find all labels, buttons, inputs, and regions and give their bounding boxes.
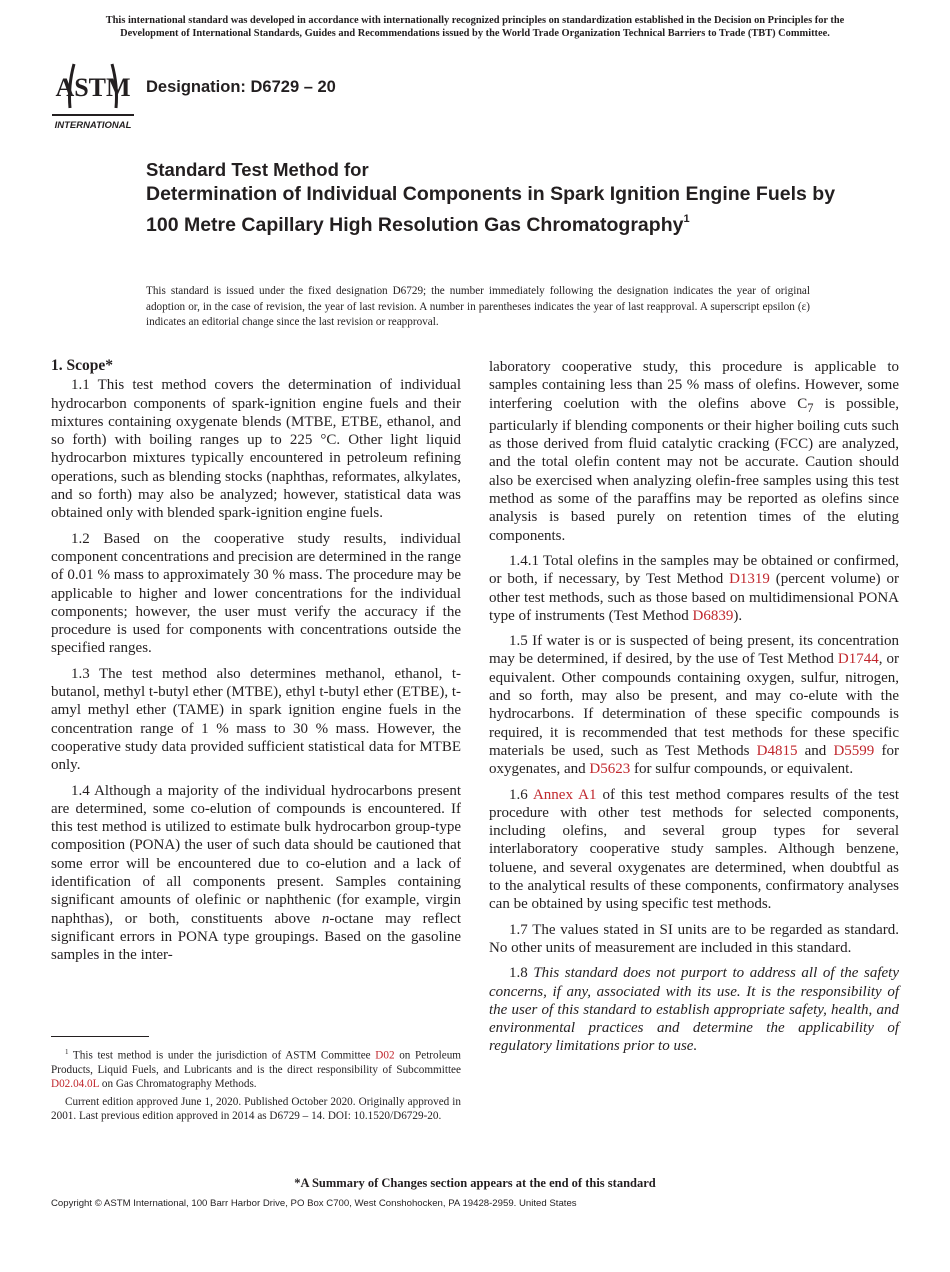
- link-d02[interactable]: D02: [375, 1049, 395, 1062]
- issuance-statement: This standard is issued under the fixed designation D6729; the number immediately following the designation indicates the year of original adoption or, in the case of revision, the year of last revision. A number in parentheses indicates the year of last reapproval. A superscript epsilon (ε) indicates an editorial change since the last revision or reapproval.: [146, 285, 810, 329]
- p1-6-b: of this test method compares results of the test procedure with other test methods for selected components, including olefins, and several group types for several interlaboratory cooperative study samples. Although benzene, toluene, and several oxygenates are determined, when doubtful as to the analytical results of these components, confirmatory analyses can be obtained by using specific test methods.: [489, 786, 899, 913]
- footnote-mark: 1: [65, 1048, 69, 1056]
- document-title: [146, 158, 836, 237]
- section-heading-scope: 1. Scope*: [51, 357, 113, 374]
- astm-logo-letters: ASTM: [55, 73, 131, 102]
- paragraph-1-5: [489, 632, 899, 778]
- p1-4-text-b: -octane may reflect significant errors in PONA type groupings. Based on the gasoline samples in the inter-: [51, 910, 461, 964]
- paragraph-1-8: [489, 964, 899, 1055]
- link-d02-04-0l[interactable]: D02.04.0L: [51, 1078, 100, 1091]
- paragraph-1-1: 1.1 This test method covers the determination of individual hydrocarbon components of spark-ignition engine fuels and their mixtures containing oxygenate blends (MTBE, ETBE, ethanol, and so forth) with boiling ranges up to 225 °C. Other light liquid hydrocarbon mixtures typically encountered in petroleum refining operations, such as blending stocks (naphthas, reformates, alkylates, and so forth) may also be analyzed; however, statistical data was obtained only with blended spark-ignition engine fuels.: [51, 377, 461, 522]
- summary-of-changes-note: *A Summary of Changes section appears at the end of this standard: [294, 1176, 656, 1190]
- paragraph-1-2: 1.2 Based on the cooperative study results, individual component concentrations and precision are determined in the range of 0.01 % mass to approximately 30 % mass. The procedure may be applicable to higher and lower concentrations for the individual components; however, the user must verify the accuracy if the procedure is used for components with concentrations outside the specified ranges.: [51, 530, 461, 657]
- paragraph-1-3: 1.3 The test method also determines methanol, ethanol, t-butanol, methyl t-butyl ether (MTBE), ethyl t-butyl ether (ETBE), t-amyl methyl ether (TAME) in spark ignition engine fuels in the concentration range of 1 % mass to 30 % mass. However, the cooperative study data provided sufficient statistical data for MTBE only.: [51, 665, 461, 774]
- wto-notice-line2: Development of International Standards, Guides and Recommendations issued by the World Trade Organization Technical Barriers to Trade (TBT) Committee.: [120, 27, 830, 39]
- designation: Designation: D6729 – 20: [146, 78, 336, 96]
- footnotes: [51, 1045, 461, 1126]
- right-column: [489, 358, 899, 1063]
- p1-4-cont-sub: 7: [807, 400, 814, 415]
- p1-4-1-a: 1.4.1 Total olefins in the samples may be obtained or confirmed, or both, if necessary, by Test Method: [489, 552, 899, 588]
- astm-logo-word: INTERNATIONAL: [54, 120, 132, 131]
- p1-4-1-c: ).: [733, 607, 743, 624]
- p1-5-a: 1.5 If water is or is suspected of being present, its concentration may be determined, if desired, by the use of Test Method: [489, 633, 899, 668]
- paragraph-1-4-1: [489, 552, 899, 625]
- link-d1744[interactable]: D1744: [837, 651, 879, 668]
- p1-4-cont-b: is possible, particularly if blending components or their higher boiling cuts such as those derived from fluid catalytic cracking (FCC) are analyzed, and the total olefin content may not be accurate. Caution should also be exercised when analyzing olefin-free samples using this test method as some of the paraffins may be reported as olefins since analysis is based purely on retention times of the eluting components.: [489, 395, 899, 544]
- p1-4-1-b: (percent volume) or other test methods, such as those based on multidimensional PONA type of instruments (Test Method: [489, 571, 899, 624]
- link-d6839[interactable]: D6839: [692, 607, 734, 624]
- p1-6-a: 1.6: [509, 786, 533, 803]
- link-d4815[interactable]: D4815: [756, 742, 798, 759]
- p1-4-text-a: 1.4 Although a majority of the individual hydrocarbons present are determined, some co-elution of compounds is encountered. If this test method is utilized to estimate bulk hydrocarbon group-type composition (PONA) the user of such data should be cautioned that some error will be encountered due to co-elution and a lack of identification of all components present. Samples containing significant amounts of olefinic or naphthenic (for example, virgin naphthas), or both, constituents above: [51, 782, 461, 927]
- title-line1: Standard Test Method for: [146, 159, 369, 180]
- p1-5-c: and: [797, 742, 834, 759]
- p1-5-e: for sulfur compounds, or equivalent.: [630, 761, 854, 778]
- footnote-edition: Current edition approved June 1, 2020. Published October 2020. Originally approved in 2001. Last previous edition approved in 2014 as D6729 – 14. DOI: 10.1520/D6729-20.: [51, 1095, 461, 1122]
- p1-8-italic: This standard does not purport to address all of the safety concerns, if any, associated with its use. It is the responsibility of the user of this standard to establish appropriate safety, health, and environmental practices and determine the applicability of regulatory limitations prior to use.: [489, 965, 900, 1055]
- paragraph-1-7: 1.7 The values stated in SI units are to be regarded as standard. No other units of measurement are included in this standard.: [489, 921, 899, 956]
- link-d5623[interactable]: D5623: [589, 761, 631, 778]
- title-main: Determination of Individual Components in Spark Ignition Engine Fuels by 100 Metre Capillary High Resolution Gas Chromatography: [146, 183, 836, 236]
- title-line2: [146, 182, 836, 237]
- fn1-b: on Petroleum Products, Liquid Fuels, and Lubricants and is the direct responsibility of Subcommittee: [51, 1049, 461, 1077]
- p1-8-num: 1.8: [509, 965, 534, 982]
- footnote-1: [51, 1045, 461, 1092]
- left-column: [51, 357, 461, 972]
- wto-notice: [30, 15, 920, 40]
- paragraph-1-4-continued: [489, 358, 899, 545]
- title-footnote-mark: 1: [683, 212, 690, 225]
- p1-5-d: for oxygenates, and: [489, 742, 899, 778]
- paragraph-1-4: [51, 782, 461, 965]
- link-d5599[interactable]: D5599: [833, 742, 875, 759]
- copyright-line: Copyright © ASTM International, 100 Barr Harbor Drive, PO Box C700, West Conshohocken, PA 19428-2959. United States: [51, 1198, 577, 1209]
- fn1-c: on Gas Chromatography Methods.: [99, 1078, 257, 1091]
- astm-logo: [52, 56, 134, 132]
- p1-5-b: , or equivalent. Other compounds containing oxygen, sulfur, nitrogen, and so forth, may also be present, and may co-elute with the hydrocarbons. If determination of these specific compounds is required, it is recommended that test methods for these specific materials be used, such as Test Methods: [489, 651, 900, 759]
- paragraph-1-6: [489, 786, 899, 914]
- p1-4-cont-a: laboratory cooperative study, this procedure is applicable to samples containing less than 25 % mass of olefins. However, some interfering coelution with the olefins above C: [489, 359, 899, 412]
- link-d1319[interactable]: D1319: [729, 571, 770, 588]
- footnote-divider: [51, 1036, 149, 1037]
- p1-4-italic-n: n: [321, 910, 330, 927]
- link-annex-a1[interactable]: Annex A1: [532, 786, 597, 803]
- wto-notice-line1: This international standard was developed in accordance with internationally recognized principles on standardization established in the Decision on Principles for the: [105, 15, 845, 26]
- fn1-a: This test method is under the jurisdiction of ASTM Committee: [68, 1049, 376, 1062]
